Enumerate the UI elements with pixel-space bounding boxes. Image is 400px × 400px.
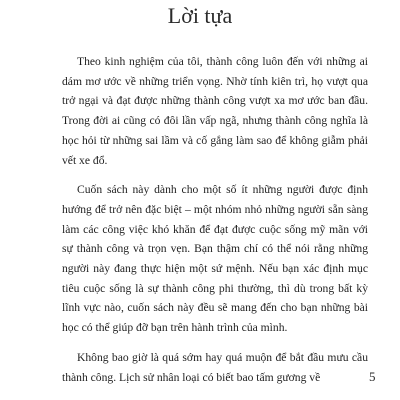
paragraph: Không bao giờ là quá sớm hay quá muộn để bắt đầu mưu cầu thành công. Lịch sử nhân loại có biết bao tấm gương về (62, 350, 368, 384)
paragraph: Theo kinh nghiệm của tôi, thành công luôn đến với những ai dám mơ ước về những triển vọng. Nhờ tính kiên trì, họ vượt qua trở ngại và đạt được những thành công vượt xa mơ ước ban đầu. Trong đời ai cũng có đôi lần vấp ngã, nhưng thành công nghĩa là học hỏi từ những sai lầm và cố gắng làm sao để không giẫm phải vết xe đổ. (62, 55, 368, 167)
chapter-title: Lời tựa (167, 3, 233, 28)
paragraph: Cuốn sách này dành cho một số ít những người được định hướng để trở nên đặc biệt – một nhóm nhỏ những người sẵn sàng làm các công việc khó khăn để đạt được cuộc sống mỹ mãn với sự thành công và trọn vẹn. Bạn thậm chí có thể nói rằng những người này đang thực hiện một sứ mệnh. Nếu bạn xác định mục tiêu cuộc sống là sự thành công phi thường, thì dù trong bất kỳ lĩnh vực nào, cuốn sách này đều sẽ mang đến cho bạn những bài học có thể giúp đỡ bạn trên hành trình của mình. (62, 183, 368, 335)
body-text (62, 52, 368, 387)
page-number: 5 (369, 369, 376, 384)
